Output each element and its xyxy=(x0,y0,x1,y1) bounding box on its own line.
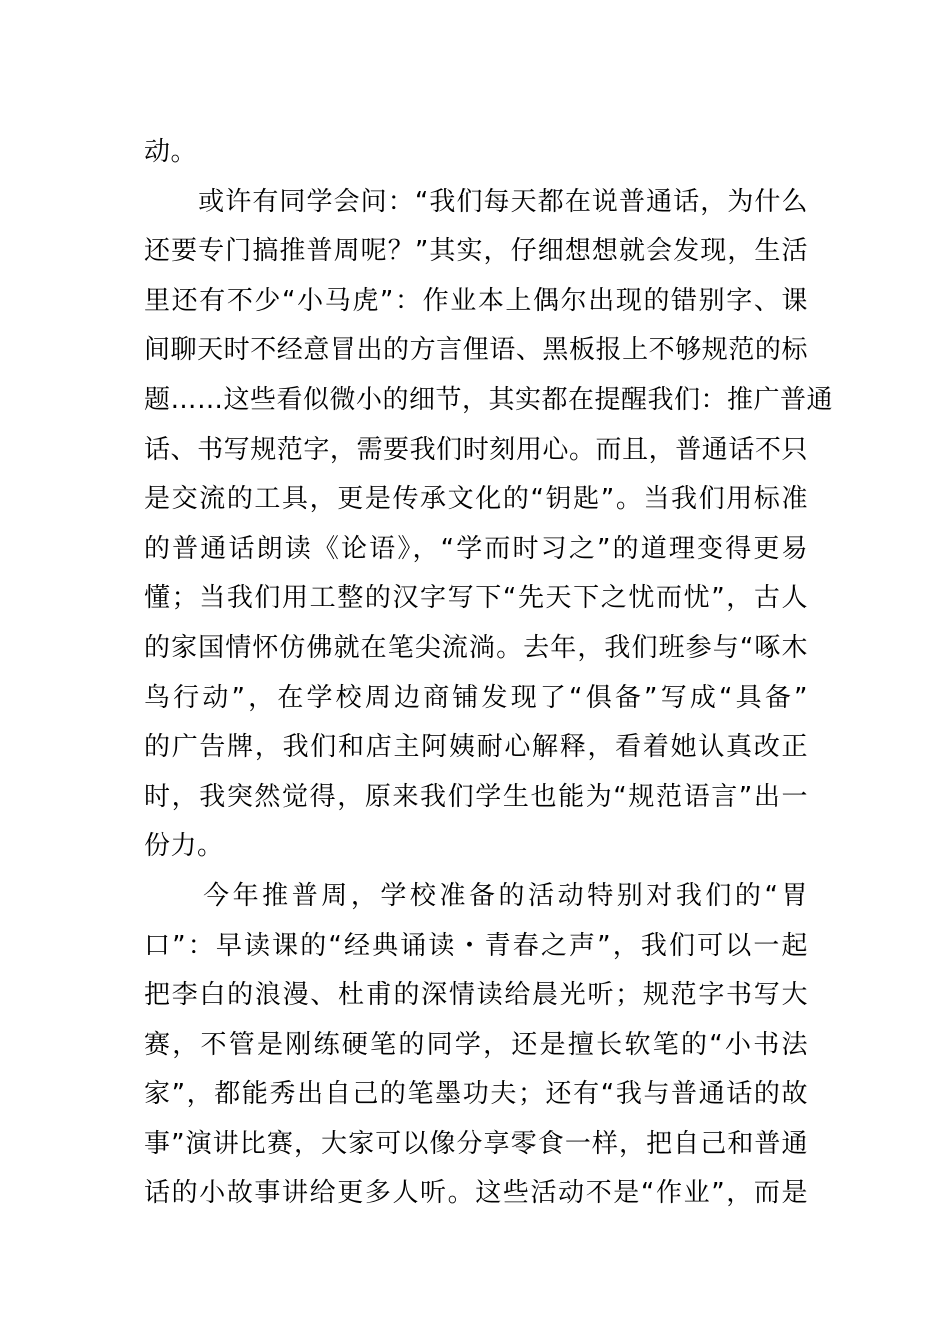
text-line: 的家国情怀仿佛就在笔尖流淌。去年，我们班参与“啄木 xyxy=(144,632,808,663)
text-line: 时，我突然觉得，原来我们学生也能为“规范语言”出一 xyxy=(144,781,808,812)
text-line: 家”，都能秀出自己的笔墨功夫；还有“我与普通话的故 xyxy=(144,1079,808,1110)
text-line: 间聊天时不经意冒出的方言俚语、黑板报上不够规范的标 xyxy=(144,335,808,366)
text-line: 今年推普周，学校准备的活动特别对我们的“胃 xyxy=(144,880,808,911)
text-line: 事”演讲比赛，大家可以像分享零食一样，把自己和普通 xyxy=(144,1128,808,1159)
text-line: 是交流的工具，更是传承文化的“钥匙”。当我们用标准 xyxy=(144,484,808,515)
text-line: 懂；当我们用工整的汉字写下“先天下之忧而忧”，古人 xyxy=(144,583,808,614)
text-line: 鸟行动”，在学校周边商铺发现了“俱备”写成“具备” xyxy=(144,682,808,713)
text-line: 赛，不管是刚练硬笔的同学，还是擅长软笔的“小书法 xyxy=(144,1029,808,1060)
text-line: 的广告牌，我们和店主阿姨耐心解释，看着她认真改正 xyxy=(144,732,808,763)
text-line: 的普通话朗读《论语》，“学而时习之”的道理变得更易 xyxy=(144,533,808,564)
text-line: 把李白的浪漫、杜甫的深情读给晨光听；规范字书写大 xyxy=(144,980,808,1011)
text-line: 话的小故事讲给更多人听。这些活动不是“作业”，而是 xyxy=(144,1178,808,1209)
text-line: 或许有同学会问：“我们每天都在说普通话，为什么 xyxy=(144,186,808,217)
text-line: 里还有不少“小马虎”：作业本上偶尔出现的错别字、课 xyxy=(144,285,808,316)
text-line: 话、书写规范字，需要我们时刻用心。而且，普通话不只 xyxy=(144,434,808,465)
text-line: 份力。 xyxy=(144,831,224,862)
text-line: 动。 xyxy=(144,137,198,167)
text-line: 题……这些看似微小的细节，其实都在提醒我们：推广普通 xyxy=(144,384,834,415)
text-line: 口”：早读课的“经典诵读・青春之声”，我们可以一起 xyxy=(144,930,808,961)
text-line: 还要专门搞推普周呢？”其实，仔细想想就会发现，生活 xyxy=(144,236,808,267)
body-text xyxy=(144,128,834,1219)
